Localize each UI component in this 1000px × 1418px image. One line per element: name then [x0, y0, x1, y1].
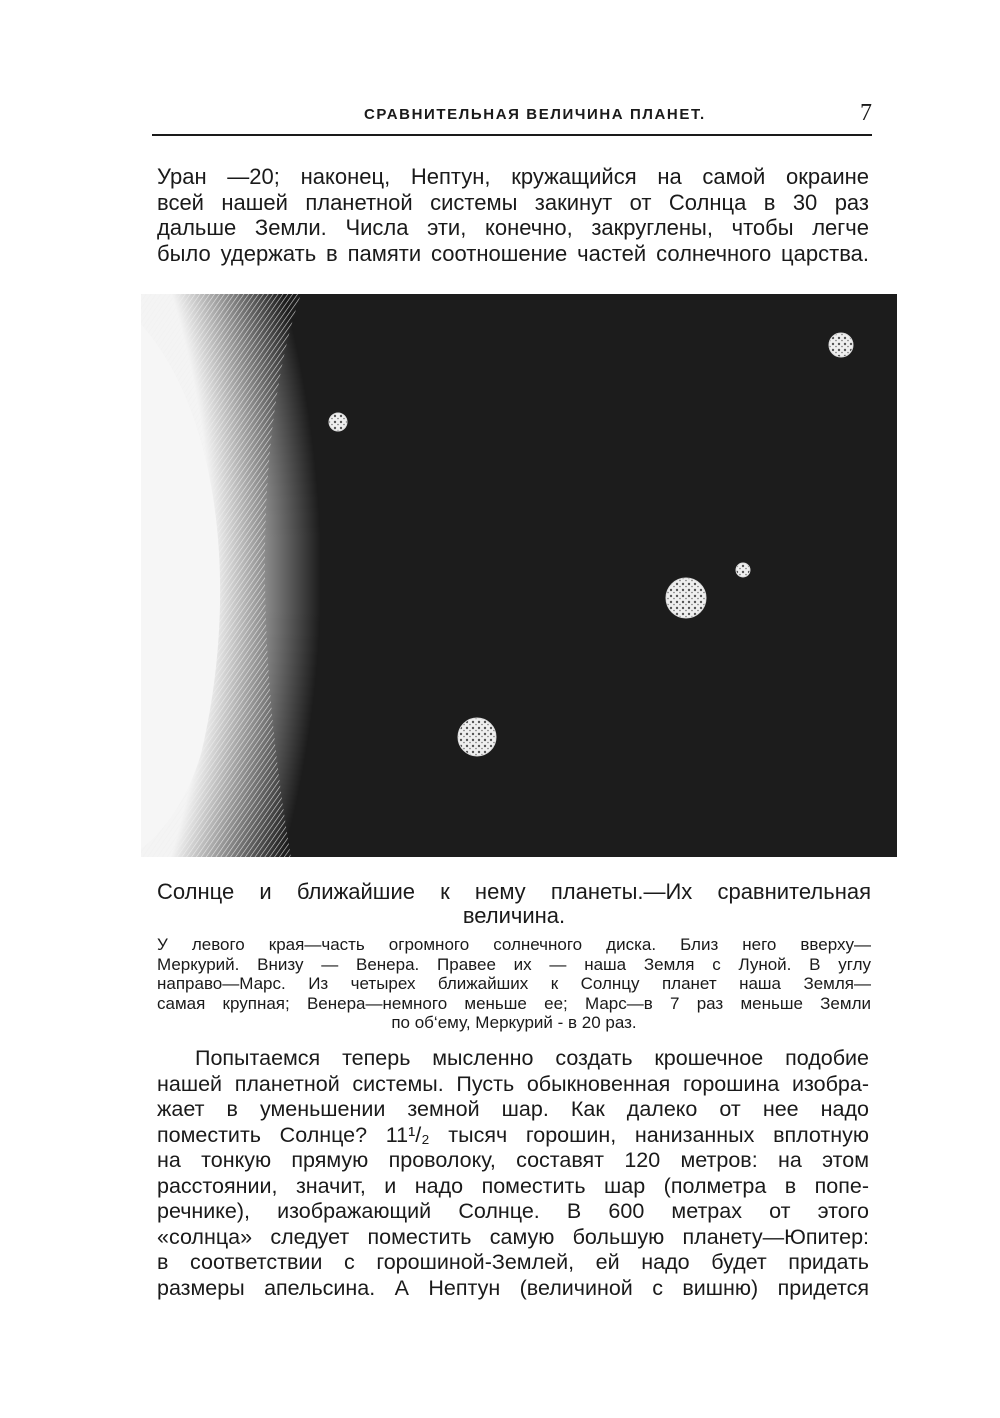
text-line: поместить Солнце? 11¹/₂ тысяч горошин, нанизанных вплотную — [157, 1122, 869, 1147]
figure-caption-text — [157, 935, 871, 1033]
planets-illustration-svg — [141, 294, 897, 857]
text-line: было удержать в памяти соотношение частей солнечного царства. — [157, 240, 869, 266]
caption-line: направо—Марс. Из четырех ближайших к Солнцу планет наша Земля— — [157, 974, 871, 993]
text-line: жает в уменьшении земной шар. Как далеко от нее надо — [157, 1097, 869, 1121]
text-line: нашей планетной системы. Пусть обыкновенная горошина изобра- — [157, 1071, 869, 1096]
caption-line: самая крупная; Венера—немного меньше ее; Марс—в 7 раз меньше Земли — [157, 993, 871, 1013]
caption-title-line: Солнце и ближайшие к нему планеты.—Их сравнительная — [157, 879, 871, 904]
paragraph-model — [157, 1046, 869, 1301]
caption-line: по об‘ему, Меркурий - в 20 раз. — [391, 1013, 637, 1032]
text-line: Уран —20; наконец, Нептун, кружащийся на самой окраине — [157, 164, 869, 189]
caption-title-line: величина. — [462, 903, 566, 928]
text-line: речнике), изображающий Солнце. В 600 метрах от этого — [157, 1199, 869, 1223]
running-header — [152, 100, 872, 136]
planets-illustration — [141, 294, 897, 857]
caption-line: Меркурий. Внизу — Венера. Правее их — наша Земля с Луной. В углу — [157, 954, 871, 974]
text-line: размеры апельсина. А Нептун (величиной с вишню) придется — [157, 1275, 869, 1300]
text-line: всей нашей планетной системы закинут от Солнца в 30 раз — [157, 189, 869, 215]
caption-line: У левого края—часть огромного солнечного диска. Близ него вверху— — [157, 935, 871, 954]
figure-caption-title — [157, 880, 871, 928]
text-line: дальше Земли. Числа эти, конечно, закруглены, чтобы легче — [157, 215, 869, 240]
page-number: 7 — [860, 100, 872, 126]
mars-planet — [829, 333, 853, 357]
moon — [736, 563, 750, 577]
text-line: Попытаемся теперь мысленно создать крошечное подобие — [195, 1046, 869, 1070]
text-line: на тонкую прямую проволоку, составят 120 метров: на этом — [157, 1148, 869, 1172]
text-line: расстоянии, значит, и надо поместить шар (полметра в попе- — [157, 1173, 869, 1198]
chapter-title: СРАВНИТЕЛЬНАЯ ВЕЛИЧИНА ПЛАНЕТ. — [364, 106, 706, 123]
paragraph-intro — [157, 164, 869, 266]
venus-planet — [458, 718, 496, 756]
text-line: «солнца» следует поместить самую большую планету—Юпитер: — [157, 1224, 869, 1249]
earth-planet — [666, 578, 706, 618]
mercury-planet — [329, 413, 347, 431]
text-line: в соответствии с горошиной-Землей, ей надо будет придать — [157, 1250, 869, 1274]
